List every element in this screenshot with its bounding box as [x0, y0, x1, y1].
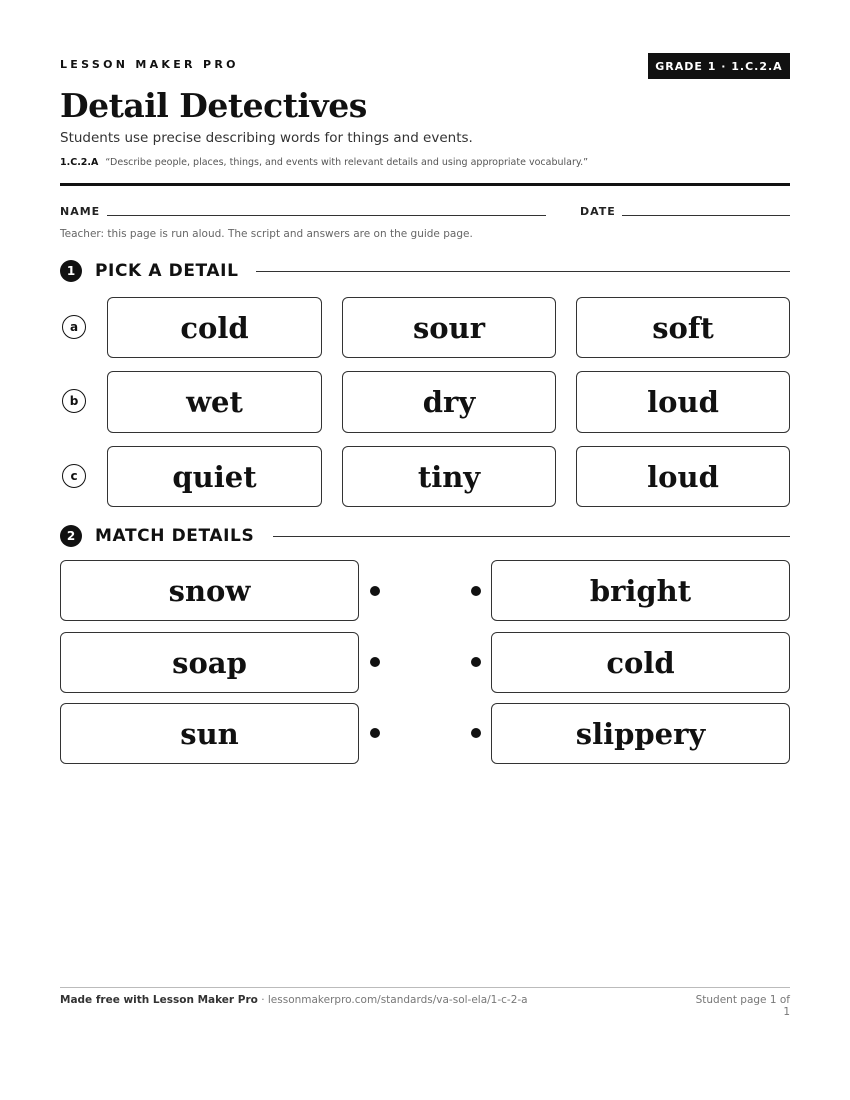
page-subtitle: Students use precise describing words for things and events. — [60, 130, 473, 146]
section-2-label: MATCH DETAILS — [95, 526, 255, 546]
word-choice-c3[interactable]: loud — [576, 446, 790, 507]
header-divider — [60, 183, 790, 186]
match-dot-left-3[interactable] — [370, 728, 380, 738]
section-1-rule — [256, 271, 790, 272]
row-marker-b: b — [62, 389, 86, 413]
word-choice-b1[interactable]: wet — [107, 371, 322, 433]
standard-line — [60, 157, 588, 168]
section-2-number: 2 — [60, 525, 82, 547]
footer-divider — [60, 987, 790, 988]
footer-credit — [60, 994, 528, 1006]
name-field[interactable] — [107, 215, 546, 216]
standard-text: “Describe people, places, things, and events with relevant details and using appropriate vocabulary.” — [105, 157, 589, 168]
match-dot-left-2[interactable] — [370, 657, 380, 667]
match-right-1[interactable]: bright — [491, 560, 790, 621]
word-choice-b3[interactable]: loud — [576, 371, 790, 433]
word-choice-a1[interactable]: cold — [107, 297, 322, 358]
word-choice-c1[interactable]: quiet — [107, 446, 322, 507]
match-left-2[interactable]: soap — [60, 632, 359, 693]
date-label: DATE — [580, 205, 616, 218]
brand-name: LESSON MAKER PRO — [60, 58, 239, 71]
section-2-rule — [273, 536, 790, 537]
word-choice-c2[interactable]: tiny — [342, 446, 556, 507]
match-right-3[interactable]: slippery — [491, 703, 790, 764]
match-left-3[interactable]: sun — [60, 703, 359, 764]
match-left-1[interactable]: snow — [60, 560, 359, 621]
footer-made-with: Made free with Lesson Maker Pro — [60, 994, 258, 1006]
word-choice-a3[interactable]: soft — [576, 297, 790, 358]
standard-code: 1.C.2.A — [60, 157, 99, 168]
teacher-note: Teacher: this page is run aloud. The script and answers are on the guide page. — [60, 228, 473, 240]
match-dot-right-3[interactable] — [471, 728, 481, 738]
section-1-heading — [60, 260, 239, 282]
row-marker-c: c — [62, 464, 86, 488]
grade-badge: GRADE 1 · 1.C.2.A — [648, 53, 790, 79]
page-title: Detail Detectives — [60, 86, 367, 125]
section-1-label: PICK A DETAIL — [95, 261, 239, 281]
word-choice-a2[interactable]: sour — [342, 297, 556, 358]
footer-page-number: Student page 1 of 1 — [695, 994, 790, 1018]
name-label: NAME — [60, 205, 101, 218]
word-choice-b2[interactable]: dry — [342, 371, 556, 433]
match-right-2[interactable]: cold — [491, 632, 790, 693]
date-field[interactable] — [622, 215, 790, 216]
section-1-number: 1 — [60, 260, 82, 282]
row-marker-a: a — [62, 315, 86, 339]
match-dot-right-1[interactable] — [471, 586, 481, 596]
section-2-heading — [60, 525, 254, 547]
footer-url[interactable]: · lessonmakerpro.com/standards/va-sol-ela/1-c-2-a — [257, 994, 528, 1006]
match-dot-right-2[interactable] — [471, 657, 481, 667]
match-dot-left-1[interactable] — [370, 586, 380, 596]
